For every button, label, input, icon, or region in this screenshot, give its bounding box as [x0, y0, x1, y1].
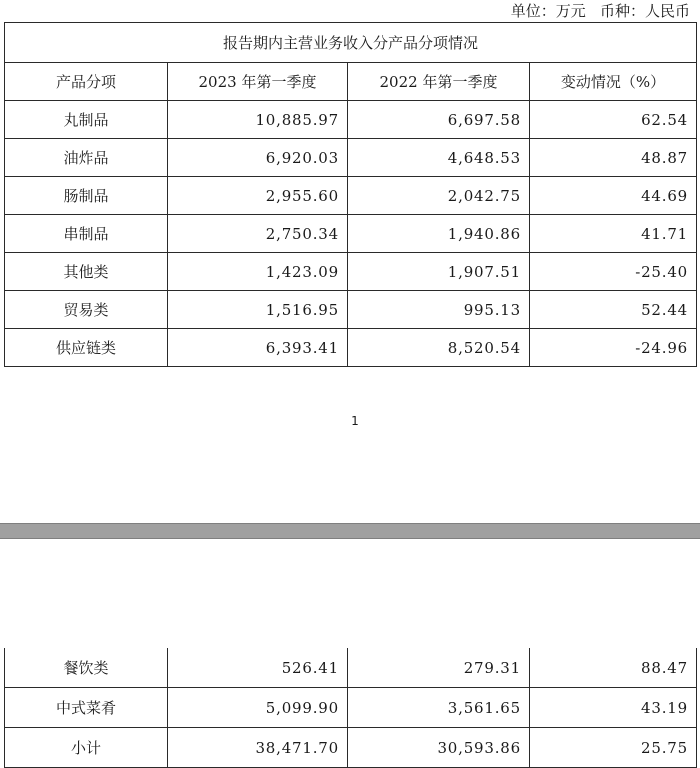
value-2023-cell: 10,885.97 — [168, 101, 348, 139]
value-2023-cell: 526.41 — [168, 648, 348, 688]
table-row — [5, 139, 697, 177]
product-category-cell: 供应链类 — [5, 329, 168, 367]
table-header-row — [5, 63, 697, 101]
value-2022-cell: 1,907.51 — [348, 253, 530, 291]
header-q1-2023: 2023 年第一季度 — [168, 63, 348, 101]
subtotal-label-cell: 小计 — [5, 728, 168, 768]
change-percent-cell: 41.71 — [530, 215, 697, 253]
table-row — [5, 215, 697, 253]
table-row — [5, 253, 697, 291]
value-2022-cell: 4,648.53 — [348, 139, 530, 177]
value-2023-cell: 6,920.03 — [168, 139, 348, 177]
table-caption: 报告期内主营业务收入分产品分项情况 — [5, 23, 697, 63]
change-percent-cell: 88.47 — [530, 648, 697, 688]
product-revenue-table — [4, 22, 697, 367]
value-2023-cell: 1,516.95 — [168, 291, 348, 329]
header-product-category: 产品分项 — [5, 63, 168, 101]
value-2022-cell: 6,697.58 — [348, 101, 530, 139]
table-row — [5, 101, 697, 139]
value-2022-cell: 3,561.65 — [348, 688, 530, 728]
product-category-cell: 丸制品 — [5, 101, 168, 139]
product-category-cell: 其他类 — [5, 253, 168, 291]
product-category-cell: 油炸品 — [5, 139, 168, 177]
header-q1-2022: 2022 年第一季度 — [348, 63, 530, 101]
subtotal-change-cell: 25.75 — [530, 728, 697, 768]
subtotal-2023-cell: 38,471.70 — [168, 728, 348, 768]
value-2023-cell: 2,955.60 — [168, 177, 348, 215]
change-percent-cell: 62.54 — [530, 101, 697, 139]
change-percent-cell: -24.96 — [530, 329, 697, 367]
value-2022-cell: 279.31 — [348, 648, 530, 688]
product-category-cell: 餐饮类 — [5, 648, 168, 688]
product-revenue-table-continued — [4, 648, 697, 768]
value-2022-cell: 1,940.86 — [348, 215, 530, 253]
value-2022-cell: 995.13 — [348, 291, 530, 329]
subtotal-2022-cell: 30,593.86 — [348, 728, 530, 768]
value-2023-cell: 5,099.90 — [168, 688, 348, 728]
change-percent-cell: 52.44 — [530, 291, 697, 329]
change-percent-cell: 44.69 — [530, 177, 697, 215]
change-percent-cell: 48.87 — [530, 139, 697, 177]
header-change-percent: 变动情况（%） — [530, 63, 697, 101]
table-row — [5, 688, 697, 728]
product-category-cell: 串制品 — [5, 215, 168, 253]
value-2023-cell: 2,750.34 — [168, 215, 348, 253]
table-row-subtotal — [5, 728, 697, 768]
product-category-cell: 中式菜肴 — [5, 688, 168, 728]
value-2023-cell: 1,423.09 — [168, 253, 348, 291]
table-row — [5, 177, 697, 215]
page-number: 1 — [351, 414, 359, 428]
page-break-divider — [0, 523, 700, 539]
currency-unit-note: 单位：万元 币种：人民币 — [510, 2, 690, 20]
table-row — [5, 329, 697, 367]
product-category-cell: 贸易类 — [5, 291, 168, 329]
change-percent-cell: 43.19 — [530, 688, 697, 728]
value-2022-cell: 2,042.75 — [348, 177, 530, 215]
table-row — [5, 291, 697, 329]
value-2023-cell: 6,393.41 — [168, 329, 348, 367]
product-category-cell: 肠制品 — [5, 177, 168, 215]
value-2022-cell: 8,520.54 — [348, 329, 530, 367]
table-row — [5, 648, 697, 688]
change-percent-cell: -25.40 — [530, 253, 697, 291]
